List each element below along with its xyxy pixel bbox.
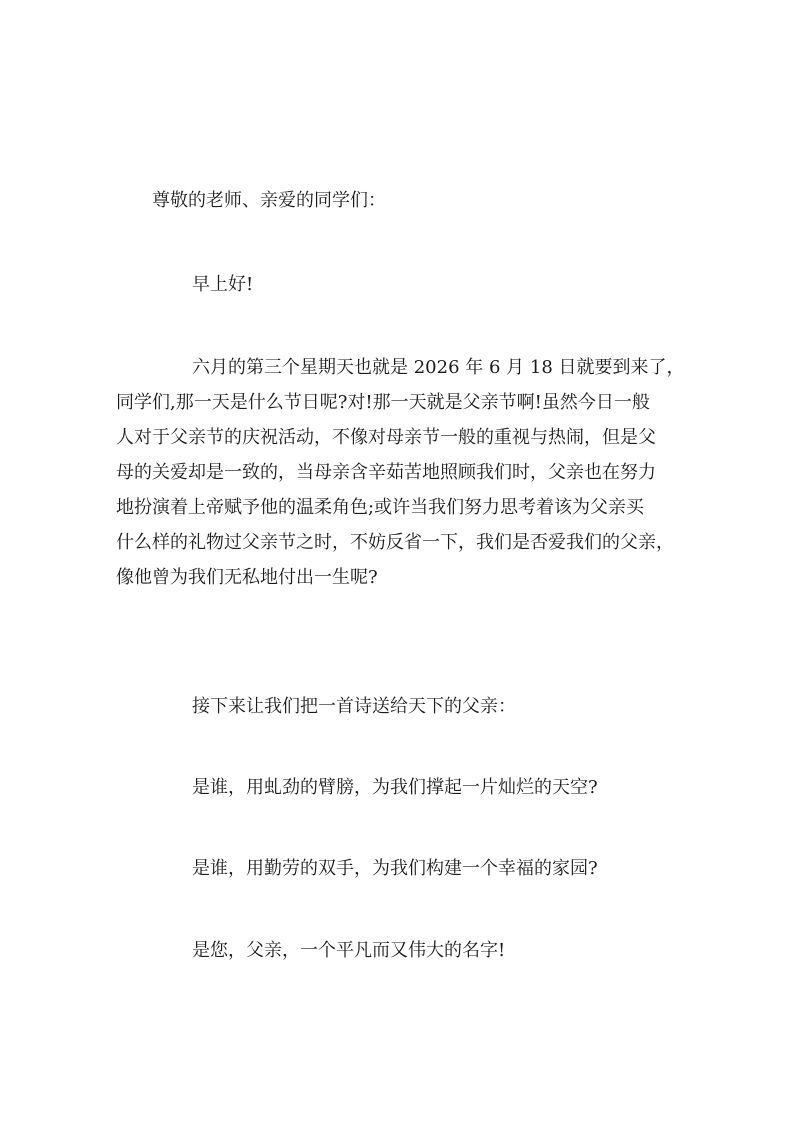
body-line: 母的关爱却是一致的，当母亲含辛茹苦地照顾我们时，父亲也在努力: [116, 462, 656, 483]
greeting: 早上好!: [192, 274, 254, 295]
body-line: 地扮演着上帝赋予他的温柔角色;或许当我们努力思考着该为父亲买: [116, 497, 645, 518]
body-line: 像他曾为我们无私地付出一生呢?: [116, 567, 378, 588]
poem-line: 是谁，用虬劲的臂膀，为我们撑起一片灿烂的天空?: [192, 777, 598, 798]
poem-line: 是您，父亲，一个平凡而又伟大的名字!: [192, 940, 506, 961]
body-line: 什么样的礼物过父亲节之时，不妨反省一下，我们是否爱我们的父亲，: [116, 532, 674, 553]
body-paragraph: [116, 350, 685, 595]
body-line: 同学们,那一天是什么节日呢?对!那一天就是父亲节啊!虽然今日一般: [116, 392, 650, 413]
poem-intro: 接下来让我们把一首诗送给天下的父亲：: [192, 696, 516, 717]
poem-line: 是谁，用勤劳的双手，为我们构建一个幸福的家园?: [192, 858, 598, 879]
body-line: 六月的第三个星期天也就是 2026 年 6 月 18 日就要到来了，: [192, 357, 685, 378]
salutation: 尊敬的老师、亲爱的同学们：: [152, 190, 386, 211]
body-line: 人对于父亲节的庆祝活动，不像对母亲节一般的重视与热闹，但是父: [116, 427, 656, 448]
